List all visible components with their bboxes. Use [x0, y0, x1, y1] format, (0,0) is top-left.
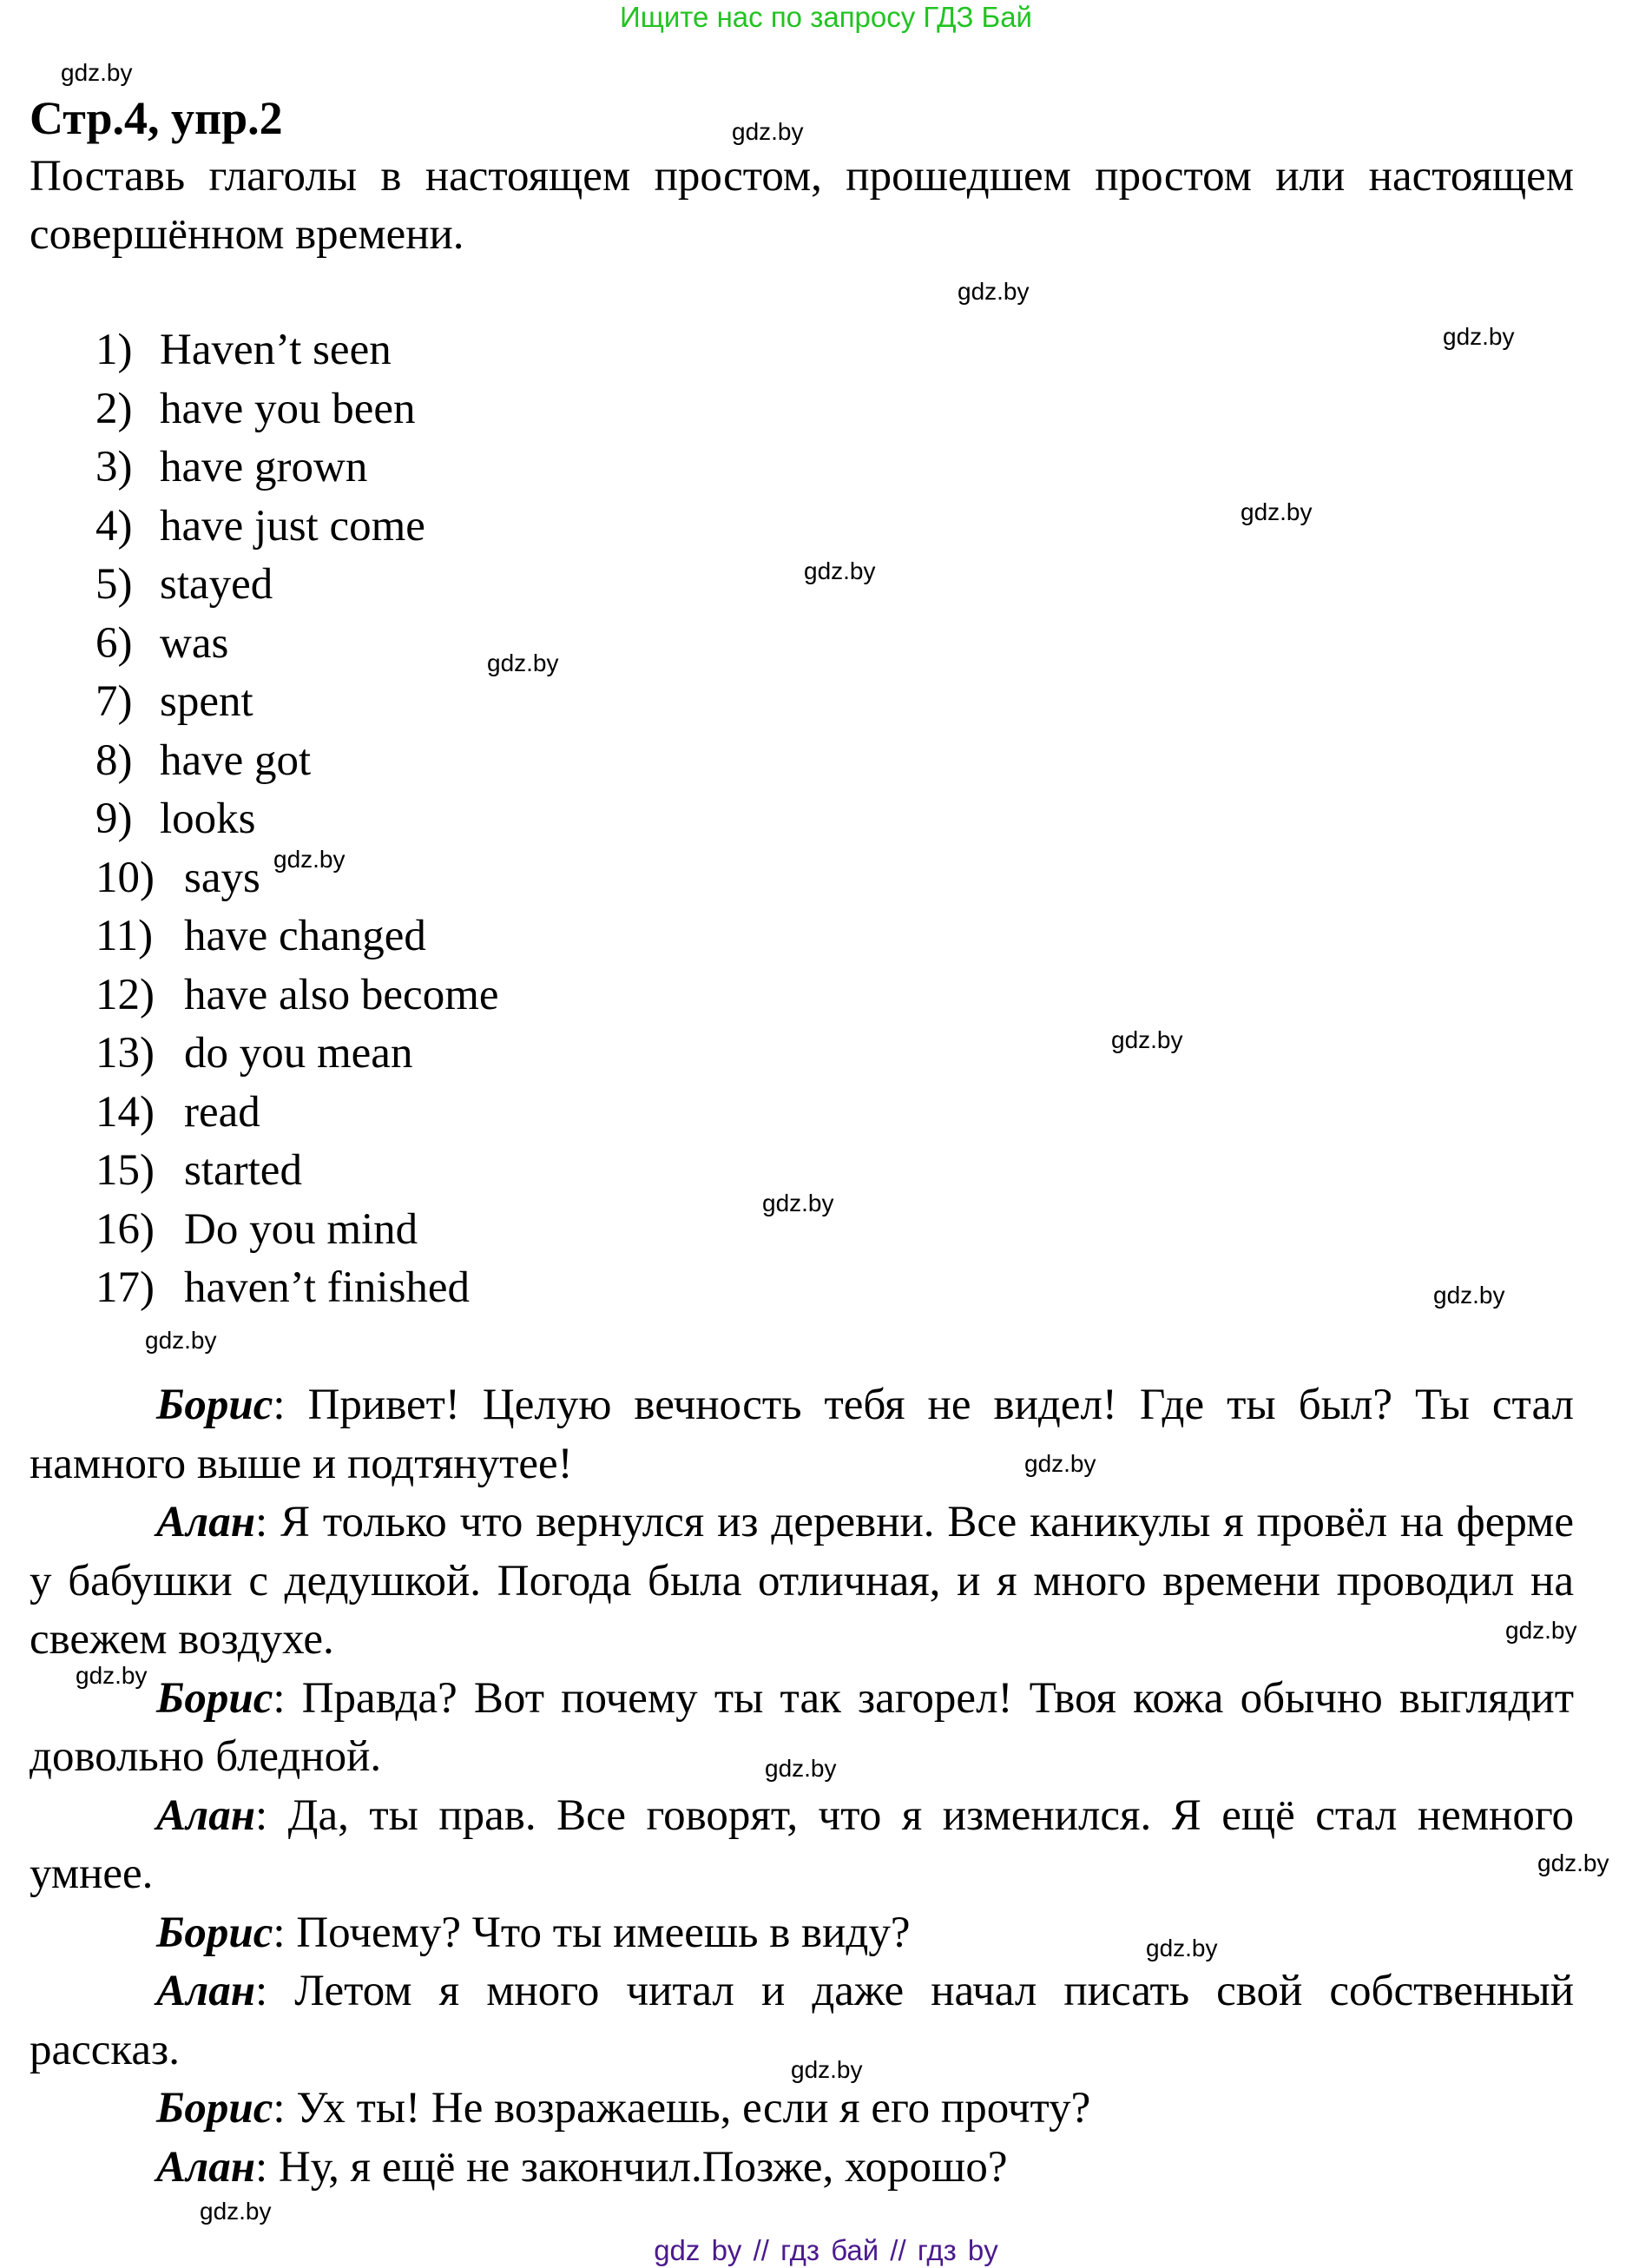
answer-number: 11) — [95, 912, 154, 960]
watermark: gdz.by — [765, 1755, 837, 1782]
dialogue-line — [30, 1904, 1574, 1963]
watermark: gdz.by — [1111, 1026, 1183, 1053]
dialogue-line — [30, 1787, 1574, 1904]
watermark: gdz.by — [145, 1327, 217, 1354]
dialogue-text: : Привет! Целую вечность тебя не видел! Где ты был? Ты стал намного выше и подтянутее! — [30, 1381, 1574, 1488]
dialogue-text: : Правда? Вот почему ты так загорел! Твоя кожа обычно выглядит довольно бледной. — [30, 1673, 1574, 1781]
answer-item — [95, 1201, 499, 1260]
answer-number: 10) — [95, 853, 155, 902]
answer-text: started — [184, 1146, 302, 1195]
answer-number: 12) — [95, 970, 155, 1019]
answer-item — [95, 790, 499, 849]
footer-links: gdz by // гдз бай // гдз by — [654, 2234, 998, 2266]
watermark: gdz.by — [273, 846, 346, 873]
answer-text: have also become — [184, 970, 499, 1019]
answer-number: 1) — [95, 326, 133, 374]
answer-number: 15) — [95, 1146, 155, 1195]
watermark: gdz.by — [61, 59, 133, 86]
dialogue-text: : Ну, я ещё не закончил.Позже, хорошо? — [255, 2142, 1008, 2192]
dialogue-text: : Я только что вернулся из деревни. Все каникулы я провёл на ферме у бабушки с дедушкой. Погода была отличная, и я много времени проводил на свежем воздухе. — [30, 1498, 1574, 1664]
watermark: gdz.by — [487, 649, 559, 676]
answer-item — [95, 1084, 499, 1143]
answer-item — [95, 673, 499, 732]
dialogue-line — [30, 1376, 1574, 1493]
answer-item — [95, 1259, 499, 1318]
answer-text: have changed — [184, 912, 426, 960]
page-title: Стр.4, упр.2 — [30, 92, 283, 144]
watermark: gdz.by — [76, 1662, 148, 1689]
search-banner: Ищите нас по запросу ГДЗ Бай — [620, 1, 1032, 33]
answer-text: spent — [160, 677, 253, 726]
watermark: gdz.by — [1433, 1282, 1505, 1309]
answer-item — [95, 556, 499, 615]
watermark: gdz.by — [1505, 1617, 1577, 1644]
dialogue-text: : Ух ты! Не возражаешь, если я его прочту? — [273, 2084, 1091, 2133]
answer-number: 5) — [95, 560, 133, 609]
answer-item — [95, 1142, 499, 1201]
answer-item — [95, 1025, 499, 1084]
answer-number: 2) — [95, 384, 133, 433]
answer-number: 6) — [95, 618, 133, 668]
answer-text: was — [160, 618, 229, 668]
answer-text: do you mean — [184, 1029, 413, 1078]
dialogue-line — [30, 2080, 1574, 2139]
watermark: gdz.by — [1241, 498, 1313, 525]
answer-text: looks — [160, 794, 256, 843]
exercise-instruction: Поставь глаголы в настоящем простом, прошедшем простом или настоящем совершённом времени. — [30, 152, 1574, 259]
answer-item — [95, 438, 499, 498]
watermark: gdz.by — [791, 2056, 863, 2083]
answer-text: have grown — [160, 443, 368, 491]
watermark: gdz.by — [1537, 1849, 1609, 1876]
answer-text: Do you mind — [184, 1204, 418, 1254]
answer-text: haven’t finished — [184, 1263, 471, 1312]
answer-number: 7) — [95, 677, 133, 726]
answer-text: read — [184, 1087, 260, 1137]
speaker-name: Борис — [156, 1381, 273, 1429]
answer-item — [95, 498, 499, 557]
dialogue-text: : Летом я много читал и даже начал писать свой собственный рассказ. — [30, 1967, 1574, 2074]
dialogue-text: : Да, ты прав. Все говорят, что я изменился. Я ещё стал немного умнее. — [30, 1790, 1574, 1898]
speaker-name: Борис — [156, 1908, 273, 1957]
answer-text: have you been — [160, 384, 416, 433]
answer-item — [95, 615, 499, 674]
answer-item — [95, 907, 499, 966]
speaker-name: Алан — [156, 1790, 256, 1840]
answer-number: 17) — [95, 1263, 155, 1312]
speaker-name: Алан — [156, 2142, 256, 2192]
dialogue-text: : Почему? Что ты имеешь в виду? — [273, 1908, 911, 1957]
watermark: gdz.by — [958, 278, 1030, 305]
watermark: gdz.by — [732, 118, 804, 145]
dialogue-line — [30, 1493, 1574, 1670]
answer-number: 14) — [95, 1087, 155, 1137]
answer-text: have got — [160, 735, 312, 785]
speaker-name: Алан — [156, 1967, 256, 2015]
answer-number: 8) — [95, 735, 133, 785]
answer-item — [95, 732, 499, 791]
answer-item — [95, 321, 499, 380]
answer-list — [95, 321, 499, 1318]
watermark: gdz.by — [1146, 1935, 1218, 1961]
speaker-name: Борис — [156, 2084, 273, 2133]
watermark: gdz.by — [1443, 323, 1515, 350]
watermark: gdz.by — [804, 557, 876, 584]
dialogue-line — [30, 2139, 1574, 2198]
answer-number: 16) — [95, 1204, 155, 1254]
answer-number: 4) — [95, 501, 133, 551]
answer-text: Haven’t seen — [160, 326, 392, 374]
watermark: gdz.by — [762, 1190, 834, 1216]
answer-number: 3) — [95, 443, 133, 491]
speaker-name: Борис — [156, 1673, 273, 1723]
answer-text: says — [184, 853, 260, 902]
watermark: gdz.by — [1024, 1450, 1096, 1477]
answer-text: stayed — [160, 560, 273, 609]
speaker-name: Алан — [156, 1498, 256, 1546]
answer-item — [95, 966, 499, 1025]
answer-number: 13) — [95, 1029, 155, 1078]
answer-text: have just come — [160, 501, 425, 551]
answer-number: 9) — [95, 794, 133, 843]
watermark: gdz.by — [200, 2198, 272, 2225]
answer-item — [95, 380, 499, 439]
